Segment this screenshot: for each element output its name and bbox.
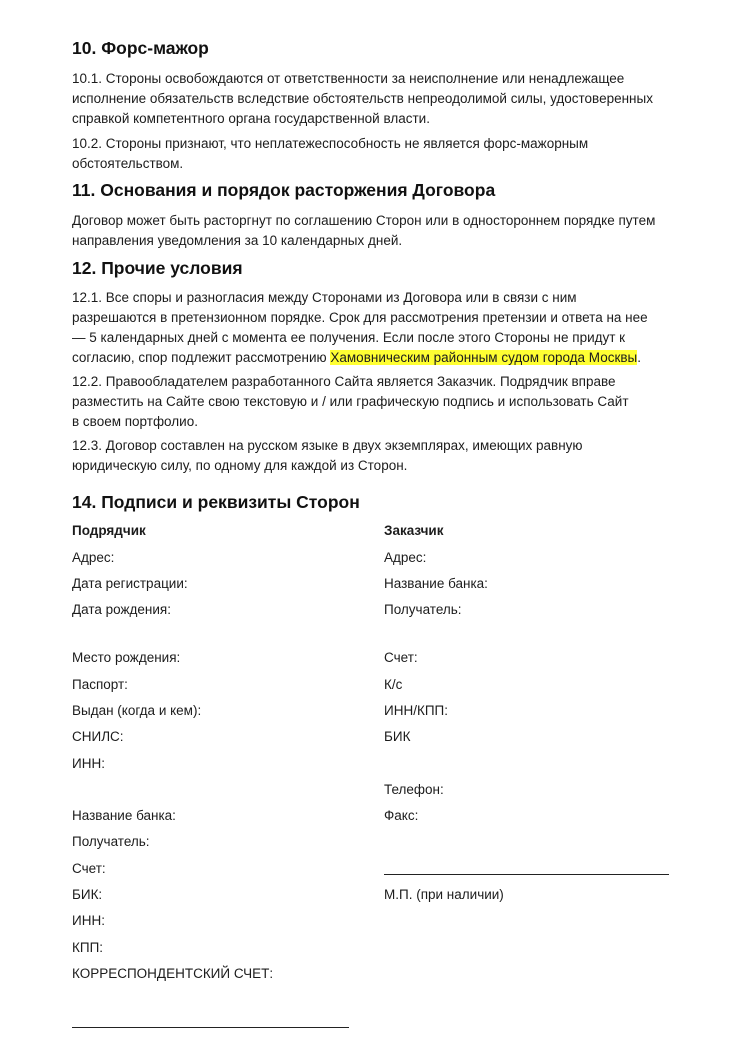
section-10-title: 10. Форс-мажор [72,38,209,58]
section-10-paragraph-2: 10.2. Стороны признают, что неплатежеспособность не является форс-мажорным обстоятельством. [72,136,589,171]
contractor-birth-place-label: Место рождения: [72,650,181,665]
contractor-kpp-label: КПП: [72,940,104,955]
contractor-corr-account-label: КОРРЕСПОНДЕНТСКИЙ СЧЕТ: [72,966,274,981]
customer-recipient-label: Получатель: [384,602,462,617]
court-highlight: Хамовническим районным судом города Москвы [330,350,638,365]
section-12-paragraph-2: 12.2. Правообладателем разработанного Сайта является Заказчик. Подрядчик вправе разместить на Сайте свою текстовую и / или графическую подпись и использовать Сайт в своем портфолио. [72,374,629,429]
section-12-title: 12. Прочие условия [72,258,243,278]
contractor-reg-date-label: Дата регистрации: [72,576,188,591]
customer-stamp-label: М.П. (при наличии) [384,887,504,902]
contractor-bik-label: БИК: [72,887,103,902]
contractor-account-label: Счет: [72,861,106,876]
contractor-recipient-label: Получатель: [72,834,150,849]
customer-account-label: Счет: [384,650,418,665]
customer-bank-name-label: Название банка: [384,576,488,591]
contractor-birth-date-label: Дата рождения: [72,602,171,617]
contractor-inn-label: ИНН: [72,756,105,771]
customer-inn-kpp-label: ИНН/КПП: [384,703,448,718]
section-11-title: 11. Основания и порядок расторжения Договора [72,180,496,200]
customer-signature-line [384,874,669,875]
customer-heading: Заказчик [384,523,444,538]
section-12-paragraph-3: 12.3. Договор составлен на русском языке в двух экземплярах, имеющих равную юридическую силу, по одному для каждой из Сторон. [72,438,583,473]
contractor-signature-line [72,1027,349,1028]
customer-bik-label: БИК [384,729,411,744]
contractor-inn2-label: ИНН: [72,913,105,928]
section-12-paragraph-1 [72,288,682,368]
contractor-bank-name-label: Название банка: [72,808,176,823]
customer-fax-label: Факс: [384,808,419,823]
contractor-passport-label: Паспорт: [72,677,128,692]
customer-ks-label: К/с [384,677,403,692]
section-14-title: 14. Подписи и реквизиты Сторон [72,492,360,512]
contractor-heading: Подрядчик [72,523,146,538]
section-11-paragraph-1: Договор может быть расторгнут по соглашению Сторон или в одностороннем порядке путем направления уведомления за 10 календарных дней. [72,213,656,248]
contractor-issued-by-label: Выдан (когда и кем): [72,703,202,718]
contractor-address-label: Адрес: [72,550,115,565]
customer-phone-label: Телефон: [384,782,444,797]
customer-address-label: Адрес: [384,550,427,565]
contractor-snils-label: СНИЛС: [72,729,124,744]
section-12-paragraph-1-end: . [637,350,642,365]
section-12-paragraph-1-text: 12.1. Все споры и разногласия между Сторонами из Договора или в связи с ним разрешаются в претензионном порядке. Срок для рассмотрения претензии и ответа на нее — 5 календарных дней с момента ее получения. Если после этого Стороны не придут к согласию, спор подлежит рассмотрению [72,290,648,365]
section-10-paragraph-1: 10.1. Стороны освобождаются от ответственности за неисполнение или ненадлежащее исполнение обязательств вследствие обстоятельств непреодолимой силы, удостоверенных справкой компетентного органа государственной власти. [72,71,653,126]
